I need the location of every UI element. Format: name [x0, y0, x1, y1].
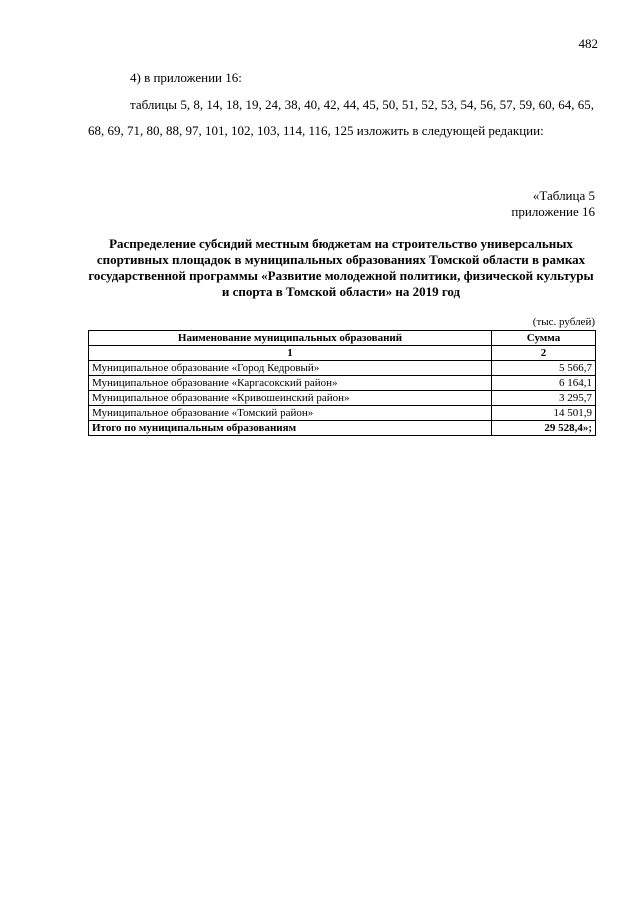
appendix-reference: приложение 16 — [511, 204, 595, 219]
municipality-name: Муниципальное образование «Город Кедровый» — [89, 361, 492, 376]
page-number: 482 — [578, 36, 598, 51]
table-row — [89, 406, 596, 421]
table-caption — [511, 188, 595, 220]
table-row — [89, 361, 596, 376]
subsidy-table — [88, 330, 596, 436]
header-amount: Сумма — [492, 331, 596, 346]
subsidy-amount: 3 295,7 — [492, 391, 596, 406]
subsidy-amount: 6 164,1 — [492, 376, 596, 391]
units-label: (тыс. рублей) — [532, 316, 595, 328]
municipality-name: Муниципальное образование «Кривошеинский район» — [89, 391, 492, 406]
column-number-2: 2 — [492, 346, 596, 361]
column-number-row — [89, 346, 596, 361]
table-title: Распределение субсидий местным бюджетам на строительство универсальных спортивных площадок в муниципальных образованиях Томской области в рамках государственной программы «Развитие молодежной политики, физической культуры и спорта в Томской области» на 2019 год — [88, 236, 594, 299]
total-amount: 29 528,4»; — [492, 421, 596, 436]
intro-paragraph: 4) в приложении 16: — [130, 70, 242, 85]
subsidy-amount: 14 501,9 — [492, 406, 596, 421]
table-row — [89, 391, 596, 406]
total-row — [89, 421, 596, 436]
total-label: Итого по муниципальным образованиям — [89, 421, 492, 436]
subsidy-amount: 5 566,7 — [492, 361, 596, 376]
body-paragraph: таблицы 5, 8, 14, 18, 19, 24, 38, 40, 42, 44, 45, 50, 51, 52, 53, 54, 56, 57, 59, 60, 64, 65, 68, 69, 71, 80, 88, 97, 101, 102, 103, 114, 116, 125 изложить в следующей редакции: — [88, 97, 594, 138]
municipality-name: Муниципальное образование «Каргасокский район» — [89, 376, 492, 391]
table-header-row — [89, 331, 596, 346]
table-row — [89, 376, 596, 391]
table-reference: «Таблица 5 — [532, 188, 595, 203]
column-number-1: 1 — [89, 346, 492, 361]
municipality-name: Муниципальное образование «Томский район» — [89, 406, 492, 421]
header-municipality: Наименование муниципальных образований — [89, 331, 492, 346]
